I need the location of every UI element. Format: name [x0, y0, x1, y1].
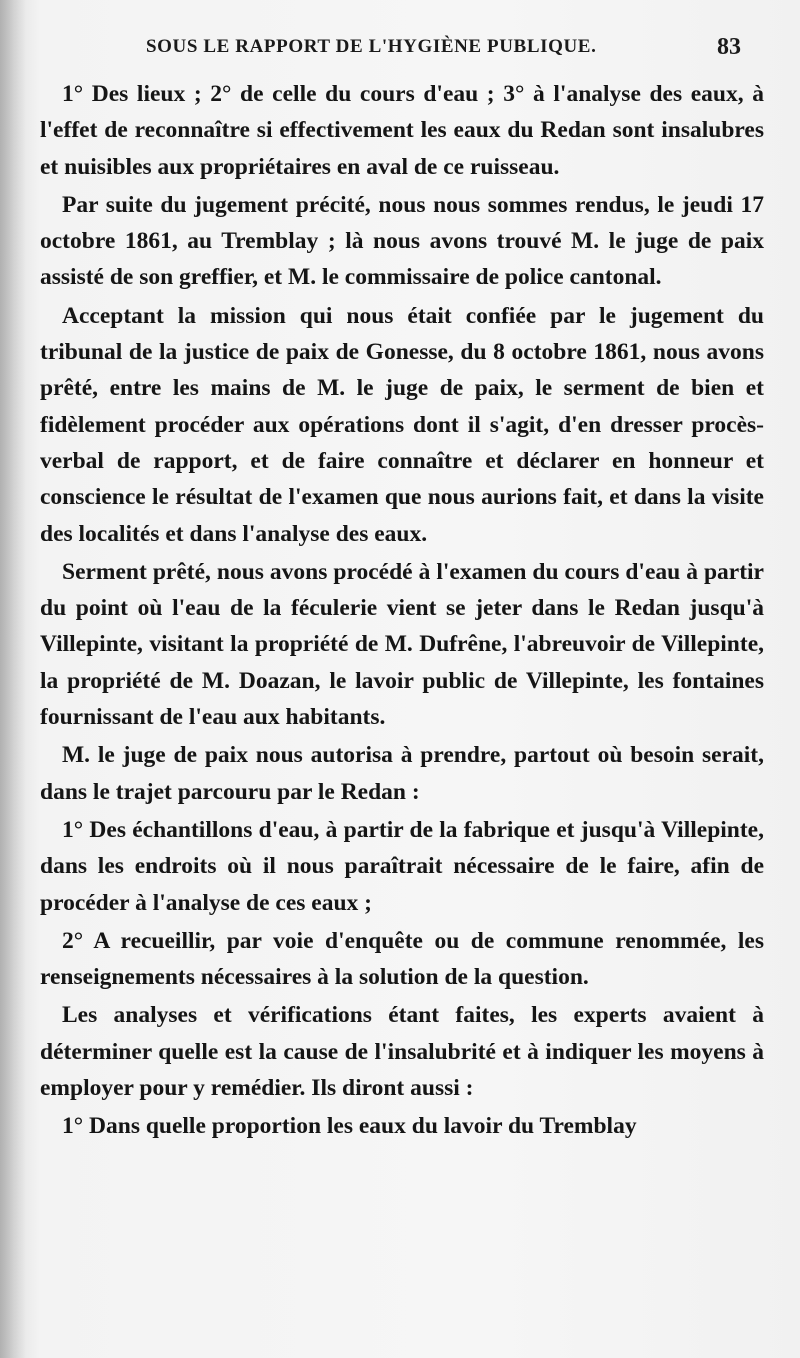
paragraph: Serment prêté, nous avons procédé à l'examen du cours d'eau à partir du point où l'eau de la féculerie vient se jeter dans le Redan jusqu'à Villepinte, visitant la propriété de M. Dufrêne, l'abreuvoir de Villepinte, la propriété de M. Doazan, le lavoir public de Villepinte, les fontaines fournissant de l'eau aux habitants. [40, 558, 764, 731]
paragraph: 1° Des lieux ; 2° de celle du cours d'eau ; 3° à l'analyse des eaux, à l'effet de reconnaître si effectivement les eaux du Redan sont insalubres et nuisibles aux propriétaires en aval de ce ruisseau. [40, 81, 764, 180]
paragraph: 1° Des échantillons d'eau, à partir de la fabrique et jusqu'à Villepinte, dans les endroits où il nous paraîtrait nécessaire de le faire, afin de procéder à l'analyse de ces eaux ; [40, 816, 764, 916]
page-number: 83 [717, 34, 741, 60]
paragraph: 1° Dans quelle proportion les eaux du lavoir du Tremblay [62, 1113, 637, 1140]
paragraph: 2° A recueillir, par voie d'enquête ou de commune renommée, les renseignements nécessaires à la solution de la question. [40, 927, 764, 991]
paragraph: Les analyses et vérifications étant faites, les experts avaient à déterminer quelle est la cause de l'insalubrité et à indiquer les moyens à employer pour y remédier. Ils diront aussi : [40, 1002, 764, 1102]
paragraph: Par suite du jugement précité, nous nous sommes rendus, le jeudi 17 octobre 1861, au Tremblay ; là nous avons trouvé M. le juge de paix assisté de son greffier, et M. le commissaire de police cantonal. [40, 191, 764, 291]
body-text [40, 76, 764, 1326]
page-header [0, 34, 800, 64]
running-title: SOUS LE RAPPORT DE L'HYGIÈNE PUBLIQUE. [146, 36, 597, 57]
paragraph: M. le juge de paix nous autorisa à prendre, partout où besoin serait, dans le trajet parcouru par le Redan : [40, 742, 764, 805]
paragraph: Acceptant la mission qui nous était confiée par le jugement du tribunal de la justice de paix de Gonesse, du 8 octobre 1861, nous avons prêté, entre les mains de M. le juge de paix, le serment de bien et fidèlement procéder aux opérations dont il s'agit, d'en dresser procès-verbal de rapport, et de faire connaître et déclarer en honneur et conscience le résultat de l'examen que nous aurions fait, et dans la visite des localités et dans l'analyse des eaux. [40, 302, 764, 547]
binding-shadow [0, 0, 26, 1358]
